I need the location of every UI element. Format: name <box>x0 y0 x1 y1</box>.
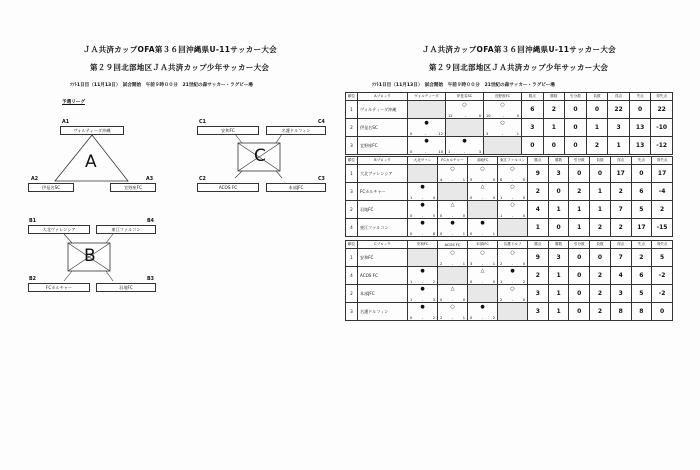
match-result-cell <box>468 267 498 285</box>
match-score: 3 - 1 <box>486 132 519 136</box>
stat-value: 0 <box>652 303 673 321</box>
result-mark: ● <box>420 304 425 310</box>
stat-value: 1 <box>548 285 569 303</box>
team-slot: 伊是名SC <box>28 183 74 192</box>
table-row <box>346 285 673 303</box>
left-title-3: ｿﾌﾄ1日目（11月13日） 試合開始 午前９時００分 21世紀の森サッカー・ラグビー場 <box>70 83 253 88</box>
match-result-cell <box>438 201 468 219</box>
team-name-cell: 大北ヴァレンシア <box>358 165 408 183</box>
result-mark: ○ <box>480 166 485 172</box>
team-slot: 東江ファルコン <box>96 225 156 234</box>
match-result-cell <box>468 249 498 267</box>
stat-value: -4 <box>652 183 673 201</box>
result-mark: △ <box>480 268 485 274</box>
standings-table <box>345 240 673 321</box>
stat-value: 0 <box>631 165 652 183</box>
match-result-cell <box>498 183 528 201</box>
stat-value: 17 <box>631 219 652 237</box>
match-result-cell <box>408 219 438 237</box>
stat-value: 2 <box>590 285 611 303</box>
match-score: 0 - 10 <box>410 150 443 154</box>
stat-header: 得点 <box>610 157 631 165</box>
stat-header: 引分数 <box>569 157 590 165</box>
self-match-cell <box>468 285 498 303</box>
opponent-header: ヴォルティーダ <box>408 93 446 101</box>
stat-value: 0 <box>565 137 587 155</box>
team-name-cell: FCカルチャー <box>358 183 408 201</box>
match-score: 3 - 1 <box>470 262 495 266</box>
team-slot: FCカルチャー <box>28 283 90 292</box>
match-score: 0 - 0 <box>440 214 465 218</box>
stat-value: 7 <box>610 249 631 267</box>
table-row <box>346 201 673 219</box>
stat-value: 3 <box>528 303 549 321</box>
stat-value: 1 <box>590 201 611 219</box>
stat-header: 得点 <box>610 241 631 249</box>
stat-value: 8 <box>610 303 631 321</box>
team-slot: ACOS FC <box>197 183 259 192</box>
slot-code: A2 <box>31 177 39 182</box>
stat-value: 3 <box>522 119 544 137</box>
team-name-cell: 伊是名SC <box>358 119 408 137</box>
team-slot: 本部JFC <box>266 183 326 192</box>
result-mark: △ <box>450 202 455 208</box>
team-slot: 安和FC <box>197 126 259 135</box>
match-score: 1 - 2 <box>410 280 435 284</box>
match-result-cell <box>408 285 438 303</box>
slot-code: C1 <box>199 120 206 125</box>
stat-value: 13 <box>629 119 651 137</box>
team-slot: ヴォルティーダ沖縄 <box>60 126 124 135</box>
result-mark: ● <box>462 138 467 144</box>
match-score: 1 - 3 <box>448 150 481 154</box>
result-mark: ○ <box>510 286 515 292</box>
block-name: Bブロック <box>358 157 408 165</box>
opponent-header: 東江ファルコン <box>498 157 528 165</box>
slot-code: B1 <box>29 219 36 224</box>
stat-value: 0 <box>565 101 587 119</box>
block-name: Cブロック <box>358 241 408 249</box>
self-match-cell <box>498 219 528 237</box>
stat-value: 6 <box>522 101 544 119</box>
stat-value: 2 <box>543 101 565 119</box>
match-result-cell <box>438 165 468 183</box>
right-title-1: ＪＡ共済カップOFA第３６回沖縄県U-11サッカー大会 <box>422 45 616 54</box>
stat-header: 失点 <box>631 157 652 165</box>
result-mark: ● <box>480 220 485 226</box>
stat-header: 失点 <box>631 241 652 249</box>
stat-value: 5 <box>631 201 652 219</box>
self-match-cell <box>438 267 468 285</box>
match-result-cell <box>408 201 438 219</box>
match-result-cell <box>438 285 468 303</box>
self-match-cell <box>408 101 446 119</box>
slot-code: C2 <box>199 177 206 182</box>
match-result-cell <box>484 101 522 119</box>
stat-value: 17 <box>652 165 673 183</box>
result-mark: △ <box>450 286 455 292</box>
team-name-cell: 本部JFC <box>358 285 408 303</box>
result-mark: ● <box>420 268 425 274</box>
result-mark: ○ <box>510 250 515 256</box>
opponent-header: ACOS FC <box>438 241 468 249</box>
match-score: 0 - 0 <box>440 298 465 302</box>
stat-value: 3 <box>610 285 631 303</box>
stat-value: 1 <box>590 183 611 201</box>
match-result-cell <box>498 267 528 285</box>
team-name-cell: 羽地FC <box>358 201 408 219</box>
team-slot: 名護ドルフィン <box>266 126 326 135</box>
slot-code: C4 <box>318 120 325 125</box>
stat-header: 得点 <box>608 93 630 101</box>
result-mark: ○ <box>450 250 455 256</box>
match-result-cell <box>468 183 498 201</box>
stat-value: 0 <box>569 165 590 183</box>
result-mark: ○ <box>500 120 505 126</box>
match-result-cell <box>468 219 498 237</box>
match-score: 0 - 0 <box>470 196 495 200</box>
self-match-cell <box>438 183 468 201</box>
result-mark: ○ <box>500 102 505 108</box>
left-title-2: 第２９回北部地区ＪＡ共済カップ少年サッカー大会 <box>90 63 270 72</box>
opponent-header: FCカルチャー <box>438 157 468 165</box>
stat-value: 5 <box>652 249 673 267</box>
stat-value: 2 <box>528 267 549 285</box>
opponent-header: 宜野座FC <box>484 93 522 101</box>
match-score: 0 - 5 <box>410 214 435 218</box>
match-score: 1 - 3 <box>410 298 435 302</box>
match-score: 1 - 4 <box>410 196 435 200</box>
match-score: 12 - 0 <box>448 114 481 118</box>
stat-header: 負数 <box>586 93 608 101</box>
match-score: 0 - 12 <box>410 132 443 136</box>
right-title-3: ｿﾌﾄ1日目（11月13日） 試合開始 午前９時００分 21世紀の森サッカー・ラグビー場 <box>372 83 555 88</box>
result-mark: ○ <box>510 166 515 172</box>
stat-value: 17 <box>610 165 631 183</box>
team-slot: 大北ヴァレンシア <box>28 225 90 234</box>
self-match-cell <box>408 165 438 183</box>
stat-value: 2 <box>590 219 611 237</box>
stat-value: 0 <box>522 137 544 155</box>
match-result-cell <box>438 219 468 237</box>
stat-value: 1 <box>543 119 565 137</box>
result-mark: ○ <box>450 304 455 310</box>
result-mark: ● <box>420 184 425 190</box>
rank-cell: 1 <box>346 101 358 119</box>
stat-value: 4 <box>528 201 549 219</box>
stat-value: 4 <box>610 267 631 285</box>
stat-value: 0 <box>629 101 651 119</box>
stat-value: 0 <box>586 101 608 119</box>
stat-header: 勝数 <box>548 157 569 165</box>
table-header-row <box>346 157 673 165</box>
match-score: 0 - 8 <box>410 232 435 236</box>
opponent-header: 羽地FC <box>468 157 498 165</box>
stat-header: 負数 <box>590 157 611 165</box>
rank-cell: 3 <box>346 183 358 201</box>
match-result-cell <box>408 137 446 155</box>
team-name-cell: ACOS FC <box>358 267 408 285</box>
rank-cell: 3 <box>346 303 358 321</box>
slot-code: B3 <box>147 277 154 282</box>
left-title-1: ＪＡ共済カップOFA第３６回沖縄県U-11サッカー大会 <box>83 45 277 54</box>
team-name-cell: 名護ドルフィン <box>358 303 408 321</box>
match-result-cell <box>498 285 528 303</box>
stat-header: 引分数 <box>565 93 587 101</box>
stat-value: 2 <box>631 249 652 267</box>
stat-value: 1 <box>608 137 630 155</box>
slot-code: A3 <box>146 177 154 182</box>
result-mark: ● <box>480 304 485 310</box>
result-mark: ○ <box>510 184 515 190</box>
match-result-cell <box>438 303 468 321</box>
self-match-cell <box>498 303 528 321</box>
table-header-row <box>346 93 673 101</box>
rank-cell: 2 <box>346 119 358 137</box>
stat-value: -2 <box>652 267 673 285</box>
section-heading: 予選リーグ <box>62 100 85 105</box>
team-name-cell: ヴォルティーダ沖縄 <box>358 101 408 119</box>
match-score: 4 - 1 <box>440 178 465 182</box>
team-slot: 羽地FC <box>96 283 156 292</box>
stat-value: 8 <box>631 303 652 321</box>
match-result-cell <box>468 165 498 183</box>
match-result-cell <box>438 249 468 267</box>
stat-value: 7 <box>610 201 631 219</box>
self-match-cell <box>408 249 438 267</box>
result-mark: ● <box>420 220 425 226</box>
result-mark: ● <box>450 220 455 226</box>
opponent-header: 名護ドルフ <box>498 241 528 249</box>
match-score: 1 - 2 <box>500 280 525 284</box>
match-result-cell <box>408 183 438 201</box>
match-score: 0 - 2 <box>410 316 435 320</box>
table-header-row <box>346 241 673 249</box>
rank-cell: 1 <box>346 249 358 267</box>
match-result-cell <box>468 303 498 321</box>
table-row <box>346 267 673 285</box>
stat-value: 6 <box>631 267 652 285</box>
team-name-cell: 宜野座FC <box>358 137 408 155</box>
table-row <box>346 165 673 183</box>
stat-value: 0 <box>569 249 590 267</box>
match-result-cell <box>408 303 438 321</box>
opponent-header: 伊是名SC <box>446 93 484 101</box>
standings-table <box>345 92 673 155</box>
team-slot: 宜野座FC <box>110 183 156 192</box>
self-match-cell <box>446 119 484 137</box>
result-mark: ● <box>420 286 425 292</box>
stat-value: 2 <box>590 267 611 285</box>
stat-header: 勝数 <box>548 241 569 249</box>
stat-header: 勝数 <box>543 93 565 101</box>
rank-header: 順位 <box>346 93 358 101</box>
stat-value: 6 <box>631 183 652 201</box>
stat-header: 得失点 <box>652 241 673 249</box>
stat-header: 勝点 <box>522 93 544 101</box>
stat-value: 0 <box>569 285 590 303</box>
stat-value: -12 <box>651 137 673 155</box>
result-mark: ○ <box>450 166 455 172</box>
stat-header: 負数 <box>590 241 611 249</box>
stat-header: 勝点 <box>528 157 549 165</box>
stat-value: 0 <box>569 267 590 285</box>
stat-header: 得失点 <box>652 157 673 165</box>
group-c-letter: C <box>254 146 266 166</box>
self-match-cell <box>484 137 522 155</box>
stat-value: 2 <box>569 183 590 201</box>
rank-header: 順位 <box>346 157 358 165</box>
stat-value: 13 <box>629 137 651 155</box>
match-score: 0 - 1 <box>470 232 495 236</box>
match-score: 0 - 2 <box>470 316 495 320</box>
table-row <box>346 137 673 155</box>
team-name-cell: 東江ファルコン <box>358 219 408 237</box>
result-mark: ● <box>420 202 425 208</box>
stat-value: 0 <box>565 119 587 137</box>
group-b-letter: B <box>84 246 96 266</box>
stat-value: 1 <box>528 219 549 237</box>
stat-value: -2 <box>652 285 673 303</box>
stat-value: 1 <box>548 303 569 321</box>
result-mark: ● <box>424 120 429 126</box>
table-row <box>346 249 673 267</box>
stat-value: 1 <box>569 201 590 219</box>
rank-cell: 3 <box>346 137 358 155</box>
stat-value: 0 <box>590 165 611 183</box>
stat-value: 9 <box>528 165 549 183</box>
result-mark: ● <box>510 268 515 274</box>
stat-value: 2 <box>610 219 631 237</box>
rank-cell: 2 <box>346 201 358 219</box>
stat-value: 1 <box>586 119 608 137</box>
table-row <box>346 303 673 321</box>
match-score: 5 - 0 <box>470 178 495 182</box>
slot-code: C3 <box>318 177 325 182</box>
result-mark: ● <box>424 138 429 144</box>
stat-value: 0 <box>543 137 565 155</box>
stat-value: 0 <box>548 219 569 237</box>
match-result-cell <box>408 119 446 137</box>
stat-value: 22 <box>608 101 630 119</box>
stat-value: 1 <box>548 201 569 219</box>
match-score: 10 - 0 <box>486 114 519 118</box>
standings-table <box>345 156 673 237</box>
rank-header: 順位 <box>346 241 358 249</box>
opponent-header: 安和FC <box>408 241 438 249</box>
slot-code: B4 <box>147 219 154 224</box>
table-row <box>346 219 673 237</box>
team-name-cell: 安和FC <box>358 249 408 267</box>
result-mark: ○ <box>462 102 467 108</box>
match-result-cell <box>498 201 528 219</box>
stat-value: 2 <box>586 137 608 155</box>
slot-code: A1 <box>62 120 70 125</box>
result-mark: ○ <box>510 202 515 208</box>
stat-value: 0 <box>590 249 611 267</box>
match-result-cell <box>484 119 522 137</box>
stat-value: 3 <box>528 285 549 303</box>
self-match-cell <box>468 201 498 219</box>
rank-cell: 1 <box>346 165 358 183</box>
stat-value: 3 <box>608 119 630 137</box>
match-result-cell <box>446 101 484 119</box>
stat-header: 引分数 <box>569 241 590 249</box>
result-mark: △ <box>480 184 485 190</box>
table-row <box>346 119 673 137</box>
stat-value: 3 <box>548 249 569 267</box>
match-result-cell <box>446 137 484 155</box>
stat-value: 0 <box>548 183 569 201</box>
rank-cell: 4 <box>346 267 358 285</box>
match-score: 2 - 0 <box>500 262 525 266</box>
stat-value: -15 <box>652 219 673 237</box>
stat-value: 2 <box>610 183 631 201</box>
stat-value: 22 <box>651 101 673 119</box>
table-row <box>346 183 673 201</box>
match-score: 2 - 1 <box>440 316 465 320</box>
stat-value: 3 <box>548 165 569 183</box>
stat-value: 1 <box>569 219 590 237</box>
rank-cell: 4 <box>346 219 358 237</box>
match-score: 0 - 0 <box>470 280 495 284</box>
stat-value: 0 <box>569 303 590 321</box>
stat-value: 2 <box>528 183 549 201</box>
match-score: 8 - 0 <box>500 178 525 182</box>
stat-value: 1 <box>548 267 569 285</box>
stat-header: 得失点 <box>651 93 673 101</box>
block-name: Aブロック <box>358 93 408 101</box>
match-result-cell <box>408 267 438 285</box>
stat-header: 勝点 <box>528 241 549 249</box>
group-a-letter: A <box>85 152 97 172</box>
match-score: 0 - 1 <box>440 232 465 236</box>
match-result-cell <box>498 249 528 267</box>
match-score: 1 - 0 <box>500 214 525 218</box>
table-row <box>346 101 673 119</box>
match-score: 2 - 1 <box>440 262 465 266</box>
rank-cell: 2 <box>346 285 358 303</box>
slot-code: B2 <box>29 277 36 282</box>
opponent-header: 本部JFC <box>468 241 498 249</box>
right-title-2: 第２９回北部地区ＪＡ共済カップ少年サッカー大会 <box>429 63 609 72</box>
match-result-cell <box>498 165 528 183</box>
stat-value: 2 <box>652 201 673 219</box>
match-score: 1 - 0 <box>500 196 525 200</box>
result-mark: ○ <box>480 250 485 256</box>
stat-header: 失点 <box>629 93 651 101</box>
stat-value: 9 <box>528 249 549 267</box>
stat-value: -10 <box>651 119 673 137</box>
match-score: 2 - 0 <box>500 298 525 302</box>
stat-value: 2 <box>590 303 611 321</box>
stat-value: 5 <box>631 285 652 303</box>
opponent-header: 大北ヴァレ <box>408 157 438 165</box>
